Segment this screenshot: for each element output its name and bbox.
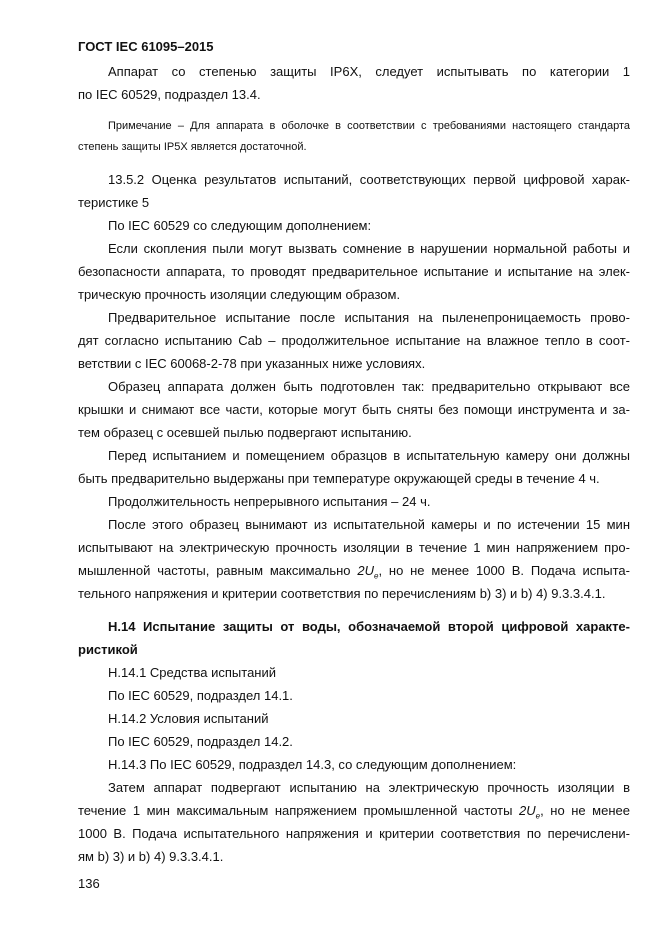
- paragraph-line: По IEC 60529, подраздел 14.1.: [108, 688, 293, 703]
- paragraph-line: ям b) 3) и b) 4) 9.3.3.4.1.: [78, 849, 224, 864]
- paragraph-line: ветствии с IEC 60068-2-78 при указанных ниже условиях.: [78, 356, 426, 371]
- paragraph-line: по IEC 60529, подраздел 13.4.: [78, 87, 261, 102]
- note-line: Примечание – Для аппарата в оболочке в соответствии с требованиями настоящего стандарта: [108, 120, 630, 132]
- text-run: , но не менее 1000 В. Подача испыта-: [378, 563, 630, 578]
- subsection-heading: Н.14.2 Условия испытаний: [108, 711, 269, 726]
- document-page: [78, 36, 630, 891]
- section-heading: 13.5.2 Оценка результатов испытаний, соответствующих первой цифровой харак-: [108, 172, 630, 187]
- paragraph-line: Продолжительность непрерывного испытания – 24 ч.: [108, 494, 431, 509]
- paragraph-line: быть предварительно выдержаны при температуре окружающей среды в течение 4 ч.: [78, 471, 600, 486]
- paragraph-line: После этого образец вынимают из испытательной камеры и по истечении 15 мин: [108, 517, 630, 532]
- section-heading: ристикой: [78, 642, 138, 657]
- document-header: ГОСТ IEC 61095–2015: [78, 39, 214, 54]
- text-run: течение 1 мин максимальным напряжением промышленной частоты: [78, 803, 513, 818]
- paragraph-line: Перед испытанием и помещением образцов в испытательную камеру они должны: [108, 448, 630, 463]
- subsection-heading: Н.14.3 По IEC 60529, подраздел 14.3, со следующим дополнением:: [108, 757, 517, 772]
- paragraph-line: испытывают на электрическую прочность изоляции в течение 1 мин напряжением про-: [78, 540, 630, 555]
- subsection-heading: Н.14.1 Средства испытаний: [108, 665, 277, 680]
- paragraph-line: тельного напряжения и критерии соответствия по перечислениям b) 3) и b) 4) 9.3.3.4.1.: [78, 586, 606, 601]
- paragraph-line: трическую прочность изоляции следующим образом.: [78, 287, 401, 302]
- paragraph-line: По IEC 60529 со следующим дополнением:: [108, 218, 372, 233]
- note-line: степень защиты IP5X является достаточной.: [78, 141, 307, 153]
- paragraph-line: тем образец с осевшей пылью подвергают испытанию.: [78, 425, 412, 440]
- paragraph-line: Затем аппарат подвергают испытанию на электрическую прочность изоляции в: [108, 780, 630, 795]
- paragraph-line: 1000 В. Подача испытательного напряжения и критерии соответствия по перечислени-: [78, 826, 630, 841]
- text-run: мышленной частоты, равным максимально: [78, 563, 351, 578]
- paragraph-line: Аппарат со степенью защиты IP6X, следует испытывать по категории 1: [108, 64, 630, 79]
- paragraph-line: [78, 559, 630, 582]
- paragraph-line: Образец аппарата должен быть подготовлен так: предварительно открывают все: [108, 379, 630, 394]
- section-heading: теристике 5: [78, 195, 150, 210]
- paragraph-line: крышки и снимают все части, которые могут быть сняты без помощи инструмента и за-: [78, 402, 630, 417]
- section-heading: Н.14 Испытание защиты от воды, обозначаемой второй цифровой характе-: [108, 619, 630, 634]
- paragraph-line: Предварительное испытание после испытания на пыленепроницаемость прово-: [108, 310, 630, 325]
- paragraph-line: Если скопления пыли могут вызвать сомнение в нарушении нормальной работы и: [108, 241, 630, 256]
- formula: $2U_e$: [519, 803, 541, 821]
- paragraph-line: По IEC 60529, подраздел 14.2.: [108, 734, 293, 749]
- paragraph-line: безопасности аппарата, то проводят предварительное испытание и испытание на элек-: [78, 264, 630, 279]
- page-number: 136: [78, 876, 100, 891]
- paragraph-line: [78, 799, 630, 822]
- text-run: , но не менее: [540, 803, 630, 818]
- paragraph-line: дят согласно испытанию Cab – продолжительное испытание на влажное тепло в соот-: [78, 333, 630, 348]
- formula: $2U_e$: [357, 563, 379, 581]
